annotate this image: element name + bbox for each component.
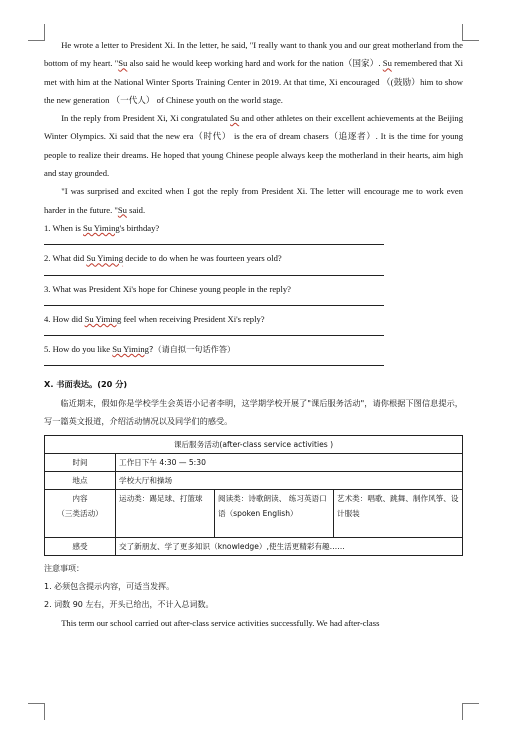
question-4: 4. How did Su Yiming feel when receiving President Xi's reply? — [44, 313, 265, 324]
time-label: 时间 — [45, 454, 116, 472]
crop-mark-bottom-right — [462, 703, 479, 720]
feeling-label: 感受 — [45, 538, 116, 556]
question-2: 2. What did Su Yiming decide to do when he was fourteen years old? — [44, 253, 282, 264]
answer-line-4[interactable] — [44, 328, 384, 336]
activity-table — [44, 435, 463, 556]
passage-paragraph-3: "I was surprised and excited when I got the reply from President Xi. The letter will encourage me to work even harder in the future. "Su said. — [44, 186, 463, 215]
time-value: 工作日下午 4:30 — 5:30 — [116, 454, 463, 472]
arts-activities: 艺术类：唱歌、跳舞、制作风筝、设计服装 — [334, 490, 463, 538]
content-label: 内容 （三类活动） — [45, 490, 116, 538]
section-intro: 临近期末，假如你是学校学生会英语小记者李明，这学期学校开展了"课后服务活动"，请你根据下图信息提示，写一篇英文报道，介绍活动情况以及同学们的感受。 — [44, 397, 463, 427]
essay-opening: This term our school carried out after-class service activities successfully. We had after-class — [61, 618, 380, 629]
section-title: X. 书面表达。(20 分) — [44, 379, 128, 390]
note-rule-1: 1. 必须包含提示内容，可适当发挥。 — [44, 582, 175, 592]
question-3: 3. What was President Xi's hope for Chinese young people in the reply? — [44, 283, 291, 294]
passage-paragraph-1: He wrote a letter to President Xi. In the letter, he said, "I really want to thank you and our great motherland from the bottom of my heart. "Su also said he would keep working hard and work for the nation（国家）. Su remembered that Xi met with him at the National Winter Sports Training Center in 2019. At that time, Xi encouraged （(鼓励）him to show the new generation （一代人） of Chinese youth on the world stage. — [44, 40, 463, 105]
crop-mark-bottom-left — [28, 703, 45, 720]
document-page — [44, 36, 463, 633]
crop-mark-top-left — [28, 24, 45, 41]
place-value: 学校大厅和操场 — [116, 472, 463, 490]
answer-line-3[interactable] — [44, 298, 384, 306]
passage-paragraph-2: In the reply from President Xi, Xi congratulated Su and other athletes on their excellent achievements at the Beijing Winter Olympics. Xi said that the new era（时代） is the era of dream chasers（追逐者）. It is the time for young people to realize their dreams. He hoped that young Chinese people always keep the motherland in their hearts, aim high and stay grounded. — [44, 113, 463, 179]
reading-activities: 阅读类：诗歌朗读、 练习英语口语（spoken English） — [215, 490, 334, 538]
place-label: 地点 — [45, 472, 116, 490]
crop-mark-top-right — [462, 24, 479, 41]
answer-line-2[interactable] — [44, 268, 384, 276]
table-title: 课后服务活动(after-class service activities ) — [45, 436, 463, 454]
feeling-value: 交了新朋友、学了更多知识（knowledge）,使生活更精彩有趣…… — [116, 538, 463, 556]
sports-activities: 运动类：踢足球、打篮球 — [116, 490, 215, 538]
answer-line-1[interactable] — [44, 237, 384, 245]
question-5: 5. How do you like Su Yiming?（请自拟一句话作答） — [44, 344, 236, 355]
answer-line-5[interactable] — [44, 358, 384, 366]
question-1: 1. When is Su Yiming's birthday? — [44, 222, 160, 233]
notes-heading: 注意事项： — [44, 564, 84, 574]
note-rule-2: 2. 词数 90 左右，开头已给出，不计入总词数。 — [44, 600, 214, 610]
